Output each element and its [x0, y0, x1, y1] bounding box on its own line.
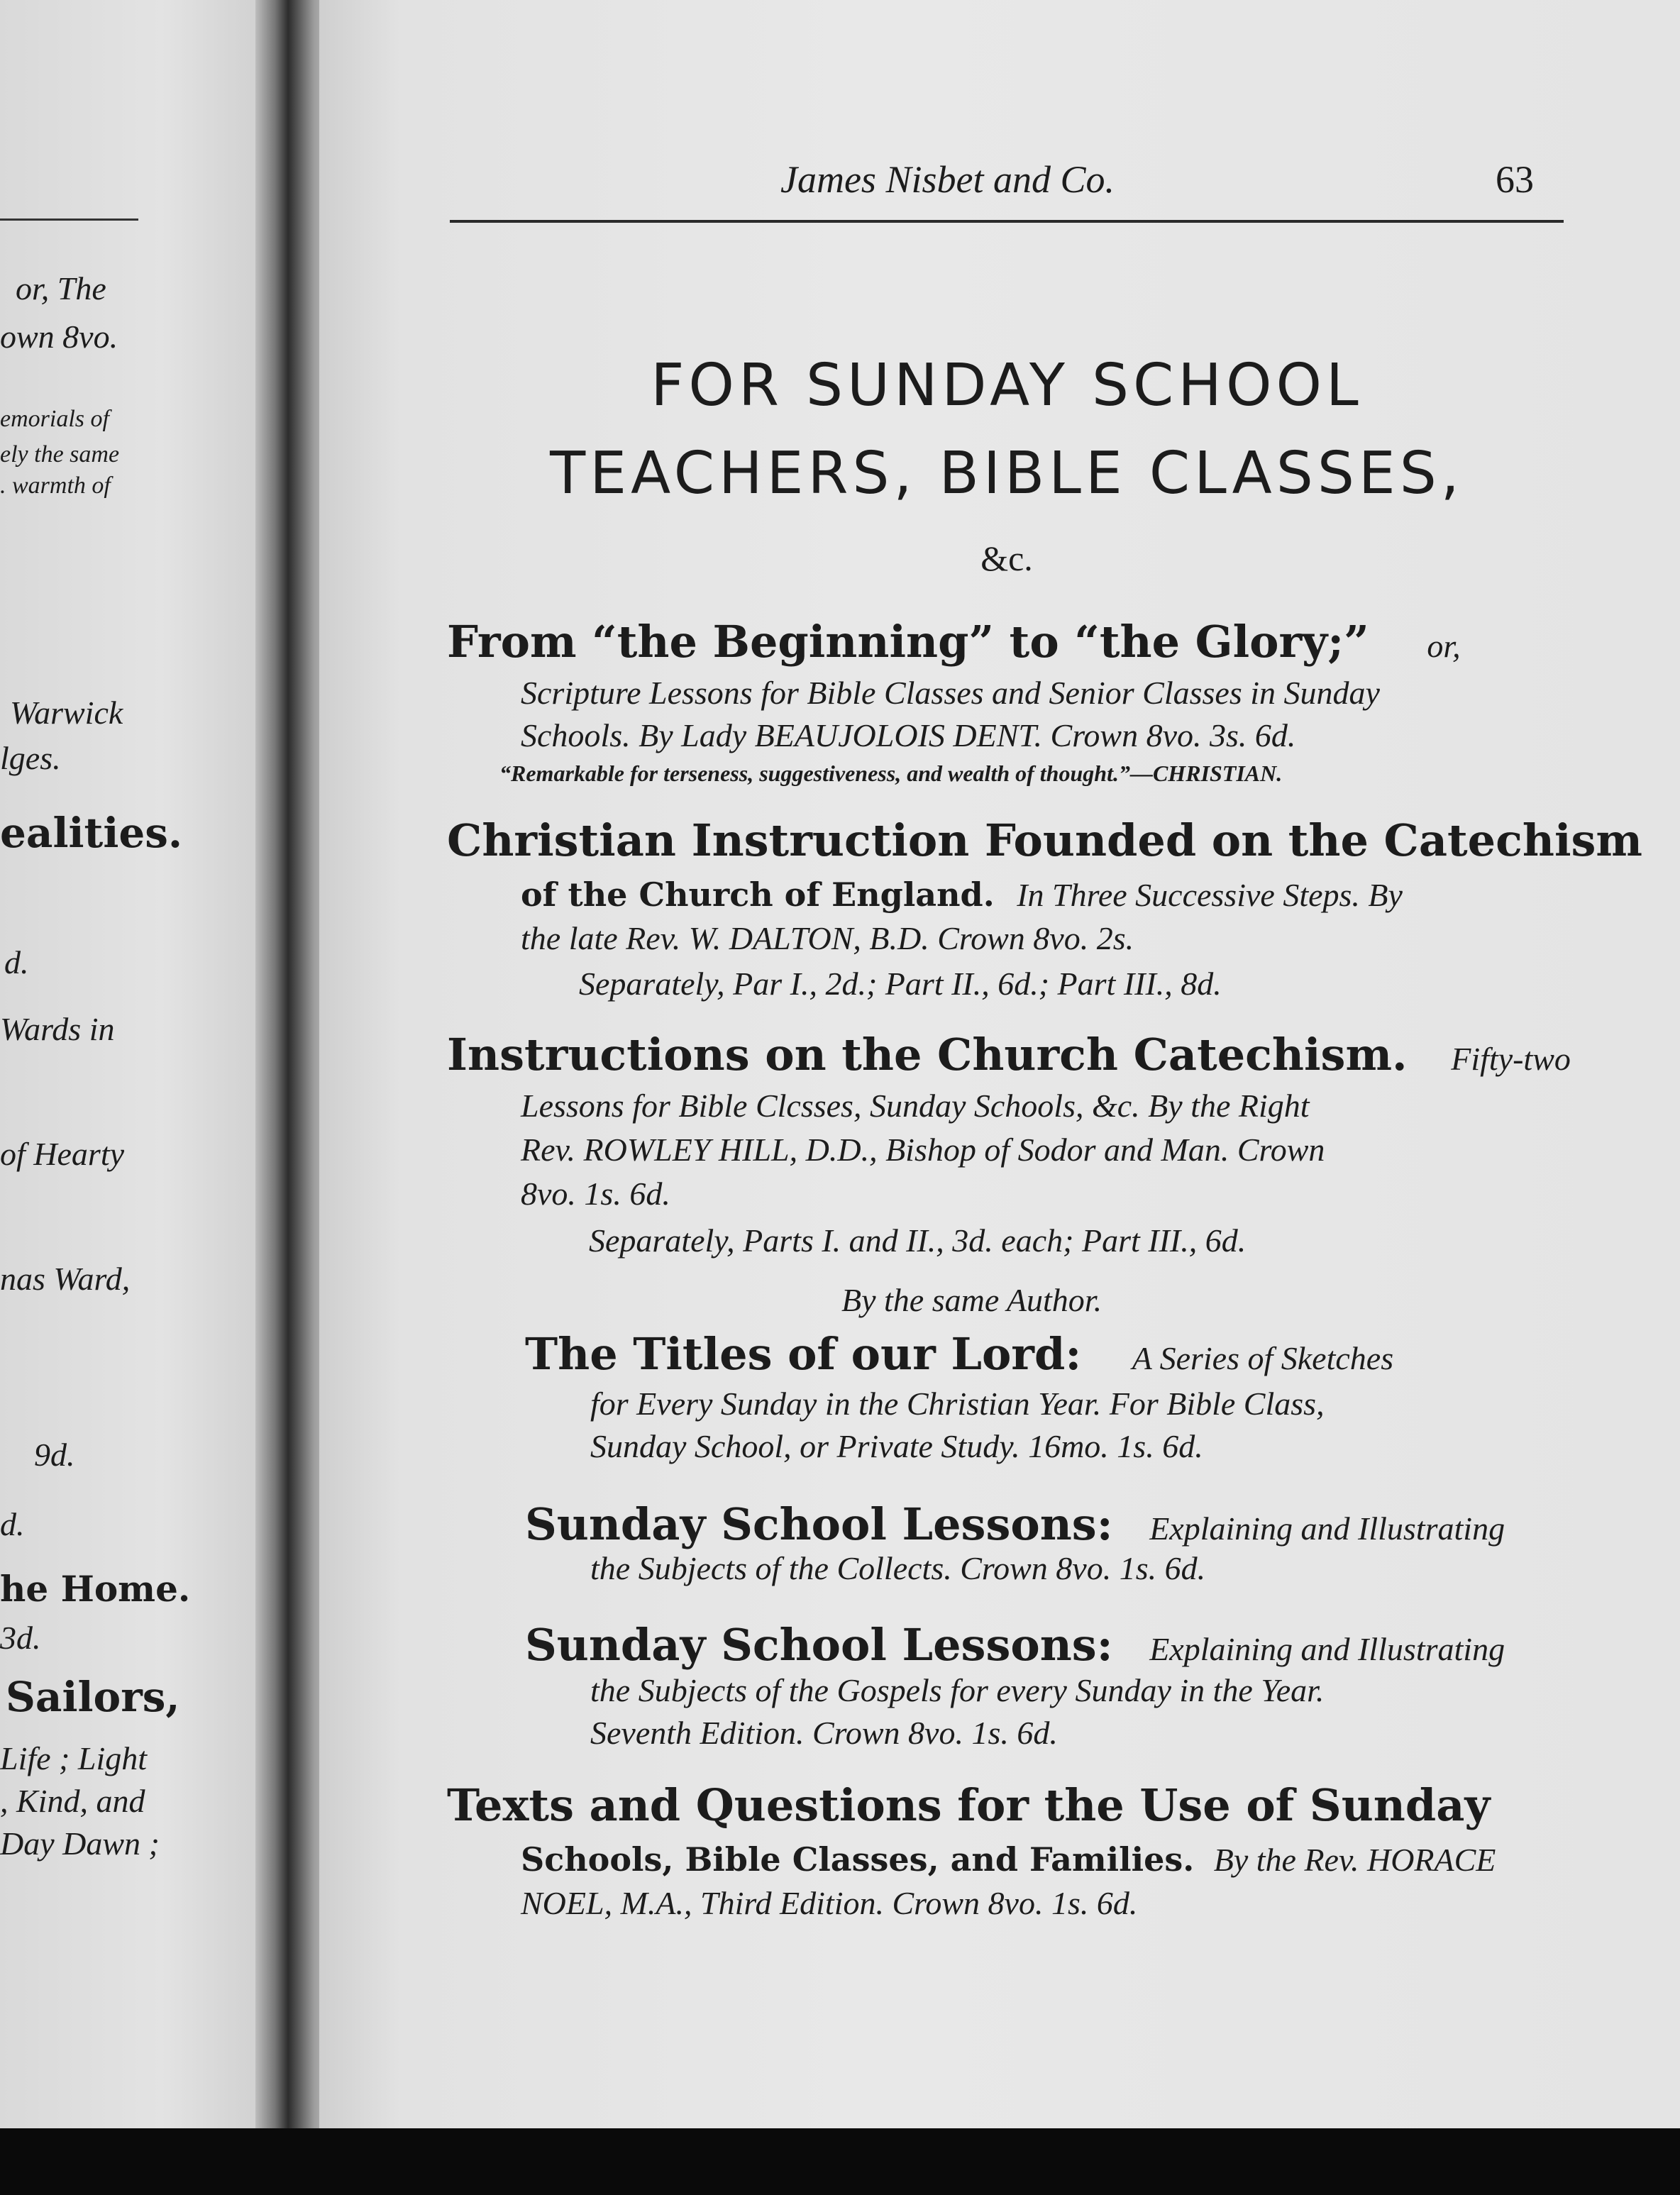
left-fragment: Warwick	[10, 695, 123, 731]
entry-title-text: Instructions on the Church Catechism.	[447, 1029, 1408, 1080]
section-heading-line-1: FOR SUNDAY SCHOOL	[651, 352, 1363, 419]
left-fragment: , Kind, and	[0, 1783, 145, 1819]
left-fragment: or, The	[16, 270, 106, 306]
entry-title-trail: Explaining and Illustrating	[1149, 1631, 1505, 1667]
left-page	[0, 0, 270, 2128]
entry-title-trail: Explaining and Illustrating	[1149, 1510, 1505, 1547]
left-page-rule	[0, 219, 138, 221]
left-fragment: ely the same	[0, 441, 120, 468]
entry-line: Lessons for Bible Clcsses, Sunday Schools, &c. By the Right	[521, 1088, 1310, 1124]
entry-line: Schools. By Lady BEAUJOLOIS DENT. Crown 8vo. 3s. 6d.	[521, 717, 1296, 753]
header-rule	[450, 220, 1564, 223]
entry-title-text: From “the Beginning” to “the Glory;”	[447, 616, 1369, 668]
entry-line: Rev. ROWLEY HILL, D.D., Bishop of Sodor and Man. Crown	[521, 1132, 1325, 1168]
entry-title	[447, 616, 1461, 668]
left-fragment: own 8vo.	[0, 319, 118, 355]
left-fragment: . warmth of	[0, 472, 111, 499]
entry-line: the late Rev. W. DALTON, B.D. Crown 8vo. 2s.	[521, 920, 1134, 956]
entry-line: 8vo. 1s. 6d.	[521, 1176, 670, 1212]
entry-subtitle: Schools, Bible Classes, and Families.	[521, 1840, 1195, 1879]
page-number: 63	[1496, 158, 1534, 201]
entry-title-trail: or,	[1427, 628, 1461, 664]
entry-line: for Every Sunday in the Christian Year. For Bible Class,	[590, 1386, 1325, 1422]
entry-line: By the same Author.	[841, 1282, 1102, 1318]
entry-title	[447, 1029, 1571, 1080]
left-fragment: d.	[4, 944, 29, 980]
entry-line	[521, 1840, 1496, 1879]
entry-title-text: Sunday School Lessons:	[525, 1498, 1113, 1550]
left-fragment: d.	[0, 1506, 25, 1542]
section-heading-line-3: &c.	[980, 538, 1033, 578]
entry-title: Texts and Questions for the Use of Sunday	[447, 1779, 1491, 1831]
left-fragment: he Home.	[0, 1568, 191, 1610]
entry-quote: “Remarkable for terseness, suggestiveness, and wealth of thought.”—CHRISTIAN.	[499, 761, 1283, 786]
running-head: James Nisbet and Co.	[780, 158, 1115, 201]
scan-bottom-edge	[0, 2128, 1680, 2195]
left-fragment: Sailors,	[6, 1673, 180, 1721]
entry-title: Christian Instruction Founded on the Catechism	[447, 814, 1643, 866]
entry-line: Separately, Par I., 2d.; Part II., 6d.; Part III., 8d.	[579, 966, 1222, 1002]
entry-line	[521, 875, 1403, 914]
left-fragment: nas Ward,	[0, 1261, 131, 1297]
left-fragment: emorials of	[0, 406, 109, 432]
left-fragment: Wards in	[0, 1011, 115, 1047]
entry-line: the Subjects of the Collects. Crown 8vo. 1s. 6d.	[590, 1550, 1206, 1586]
entry-line: Seventh Edition. Crown 8vo. 1s. 6d.	[590, 1715, 1058, 1751]
entry-subtitle: of the Church of England.	[521, 875, 995, 914]
entry-title	[525, 1619, 1505, 1671]
left-fragment: of Hearty	[0, 1136, 125, 1172]
left-fragment: Life ; Light	[0, 1740, 148, 1776]
entry-line: NOEL, M.A., Third Edition. Crown 8vo. 1s. 6d.	[521, 1885, 1138, 1921]
entry-title	[525, 1498, 1505, 1550]
left-fragment: Day Dawn ;	[0, 1825, 160, 1862]
entry-line-part: In Three Successive Steps. By	[1017, 877, 1403, 913]
left-fragment: ealities.	[0, 809, 183, 857]
left-fragment: lges.	[0, 740, 61, 776]
entry-line: the Subjects of the Gospels for every Sunday in the Year.	[590, 1672, 1325, 1708]
entry-line: Separately, Parts I. and II., 3d. each; Part III., 6d.	[589, 1222, 1247, 1259]
entry-line: Sunday School, or Private Study. 16mo. 1s. 6d.	[590, 1428, 1203, 1464]
entry-title-trail: Fifty-two	[1451, 1041, 1571, 1077]
section-heading-line-2: TEACHERS, BIBLE CLASSES,	[550, 440, 1464, 507]
left-fragment: 9d.	[34, 1437, 75, 1473]
left-fragment: 3d.	[0, 1620, 41, 1656]
entry-title-text: Sunday School Lessons:	[525, 1619, 1113, 1671]
entry-title-text: The Titles of our Lord:	[525, 1328, 1082, 1380]
entry-title-trail: A Series of Sketches	[1132, 1340, 1394, 1376]
entry-title	[525, 1328, 1393, 1380]
entry-line: Scripture Lessons for Bible Classes and Senior Classes in Sunday	[521, 675, 1380, 711]
entry-line-part: By the Rev. HORACE	[1213, 1842, 1496, 1878]
